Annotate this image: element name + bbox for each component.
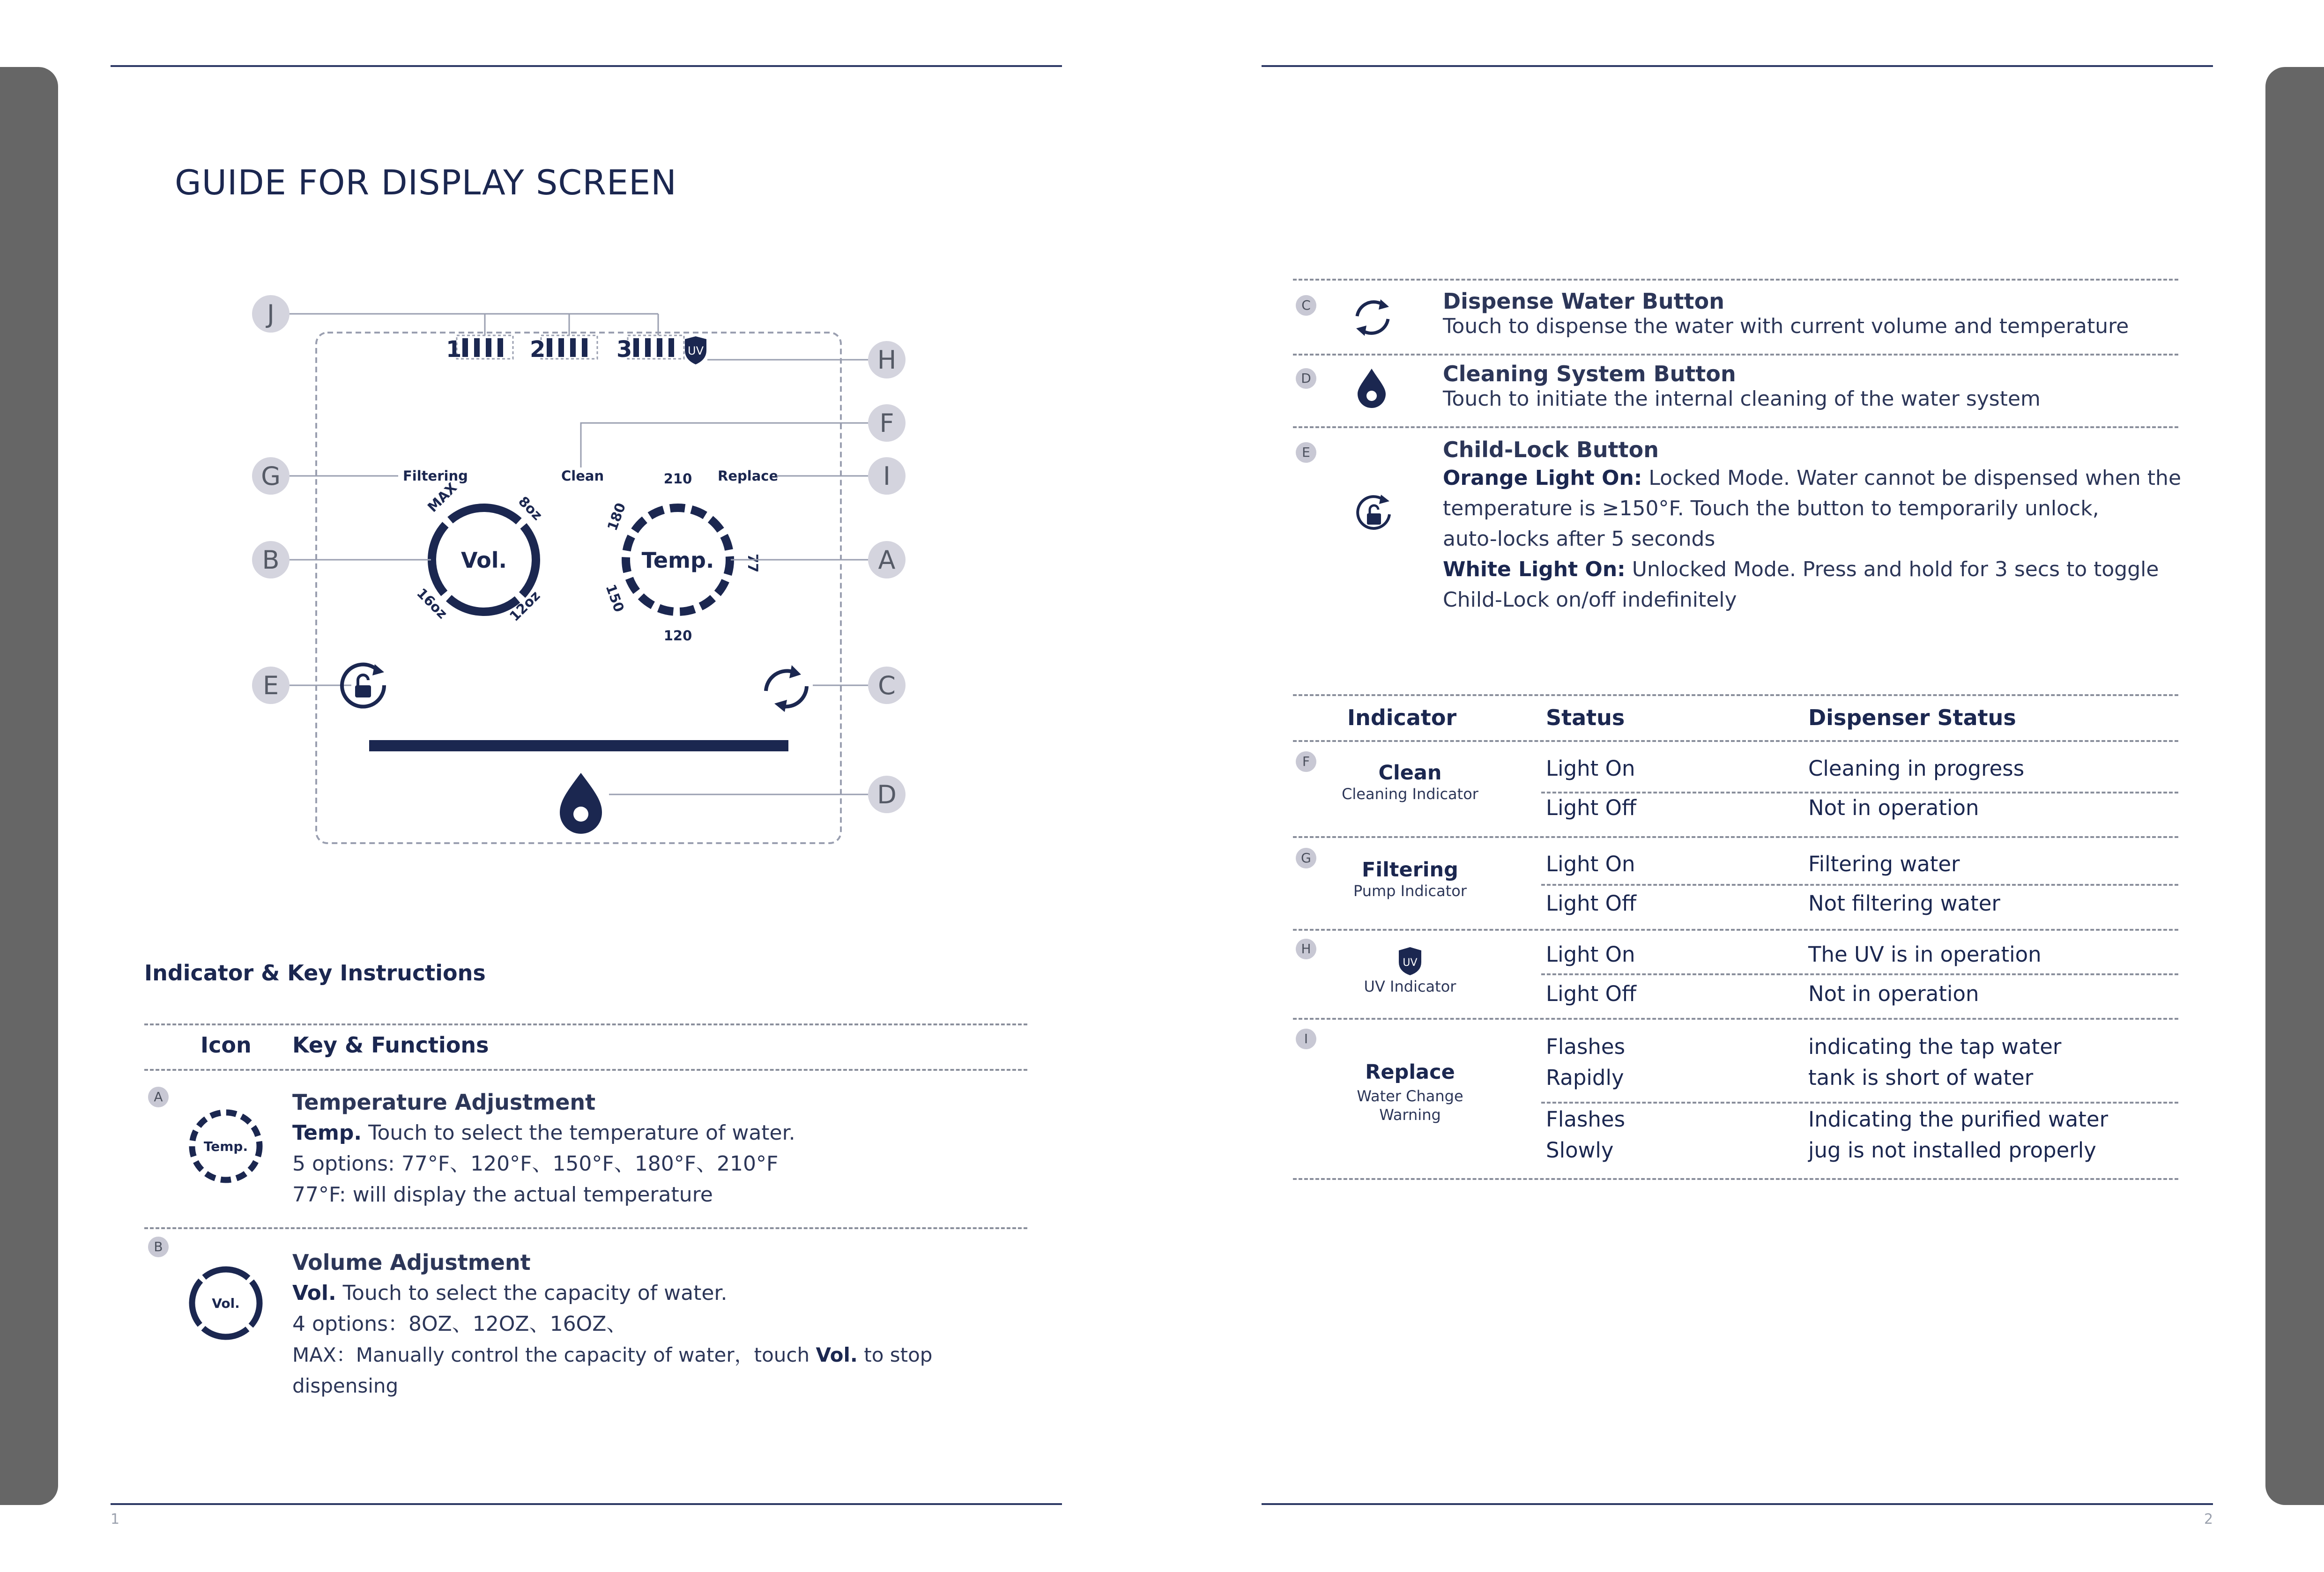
display-panel-outline [316,333,841,843]
status-table-divider [1293,1018,2178,1020]
functions-column-header: Key & Functions [292,1032,489,1058]
status-subrow-divider [1541,973,2178,975]
water-drop-icon [560,773,602,834]
filtering-dispenser-on: Filtering water [1808,852,1960,876]
status-table-divider [1293,1178,2178,1180]
svg-text:16oz: 16oz [414,585,451,622]
buttons-divider [1293,426,2178,428]
replace-dispenser-rapid: indicating the tap water tank is short of water [1808,1034,2062,1090]
display-progress-bar [369,740,788,751]
replace-indicator-label: Replace [718,468,779,484]
temp-dial-icon [185,1105,267,1187]
filtering-status-off: Light Off [1546,891,1637,916]
dispense-refresh-icon [766,665,807,712]
filter-digit-2: 2 [530,336,546,363]
uv-status-on: Light On [1546,942,1635,967]
callout-a-letter: A [878,545,896,575]
status-table-divider [1293,836,2178,838]
status-subrow-divider [1541,884,2178,886]
instructions-heading: Indicator & Key Instructions [144,960,486,986]
row-badge-f: F [1296,751,1316,772]
row-badge-d: D [1296,368,1316,389]
uv-indicator-cell: UV UV Indicator [1330,946,1490,996]
left-page-number: 1 [111,1511,120,1528]
temperature-adjustment-title: Temperature Adjustment [292,1090,596,1115]
dispenser-status-column-header: Dispenser Status [1808,705,2016,730]
row-badge-a: A [148,1087,169,1107]
display-screen-diagram [239,290,942,853]
replace-indicator-cell: Replace Water Change Warning [1357,1060,1463,1124]
left-page-edge-tab [0,67,58,1505]
filter-digit-3: 3 [616,336,632,363]
temperature-dial [602,471,761,644]
volume-adjustment-title: Volume Adjustment [292,1250,531,1275]
row-badge-e: E [1296,442,1316,463]
cleaning-system-description: Cleaning System Button Touch to initiate the internal cleaning of the water system [1443,361,2041,411]
left-bottom-rule [111,1503,1062,1505]
svg-text:120: 120 [663,628,692,644]
clean-dispenser-on: Cleaning in progress [1808,756,2025,781]
filtering-status-on: Light On [1546,852,1635,876]
buttons-divider [1293,354,2178,356]
uv-dispenser-on: The UV is in operation [1808,942,2042,967]
replace-status-slow: Flashes Slowly [1546,1107,1626,1163]
instructions-divider [144,1227,1027,1229]
callout-g-letter: G [261,461,281,491]
right-top-rule [1262,65,2213,67]
svg-text:77: 77 [745,554,761,573]
right-page-edge-tab [2265,67,2324,1505]
row-badge-g: G [1296,848,1316,868]
refresh-icon [1351,297,1394,339]
temperature-adjustment-description: Temperature Adjustment Temp. Touch to select the temperature of water. 5 options: 77°F、120°F、150°F、180°F、210°F 77°F: will display the actual temperature [292,1087,1023,1210]
filtering-indicator-label: Filtering [403,468,468,484]
row-badge-b: B [148,1237,169,1257]
svg-text:210: 210 [663,471,692,487]
callout-e-letter: E [262,671,279,700]
svg-text:UV: UV [1403,957,1418,969]
uv-status-off: Light Off [1546,981,1637,1006]
svg-text:Temp.: Temp. [641,548,714,573]
right-bottom-rule [1262,1503,2213,1505]
svg-text:MAX: MAX [424,479,460,515]
volume-adjustment-description: Volume Adjustment Vol. Touch to select the capacity of water. 4 options：8OZ、12OZ、16OZ、 MAX：Manually control the capacity of water，touch Vol. to stop dispensing [292,1247,1032,1401]
buttons-divider [1293,279,2178,281]
replace-status-rapid: Flashes Rapidly [1546,1034,1626,1090]
callout-j-letter: J [267,299,275,329]
status-table-divider [1293,740,2178,742]
child-lock-description: Child-Lock Button Orange Light On: Locked Mode. Water cannot be dispensed when the temperature is ≥150°F. Touch the button to temporarily unlock, auto-locks after 5 seconds White Light On: Unlocked Mode. Press and hold for 3 secs to toggle Child-Lock on/off indefinitely [1443,437,2182,612]
status-column-header: Status [1546,705,1625,730]
uv-shield-icon [1397,946,1423,976]
filter-digit-1: 1 [446,336,462,363]
row-badge-h: H [1296,939,1316,959]
callout-c-letter: C [878,671,896,700]
page-title: GUIDE FOR DISPLAY SCREEN [175,163,677,203]
icon-column-header: Icon [200,1032,252,1058]
svg-text:Vol.: Vol. [461,548,507,573]
filtering-dispenser-off: Not filtering water [1808,891,2000,916]
svg-text:8oz: 8oz [515,493,546,524]
water-drop-icon [1355,367,1388,409]
instructions-divider [144,1069,1027,1071]
callout-h-letter: H [877,345,897,375]
callout-i-letter: I [883,461,891,491]
vol-dial-icon [185,1262,267,1344]
callout-b-letter: B [262,545,280,575]
child-lock-icon [1353,492,1395,534]
right-page-number: 2 [2204,1511,2213,1528]
uv-shield-icon [685,336,706,364]
status-table-divider [1293,929,2178,931]
svg-text:Vol.: Vol. [212,1296,240,1311]
clean-indicator-cell: Clean Cleaning Indicator [1342,761,1478,803]
replace-dispenser-slow: Indicating the purified water jug is not installed properly [1808,1107,2109,1163]
clean-indicator-label: Clean [561,468,604,484]
volume-dial [411,480,557,633]
row-badge-i: I [1296,1029,1316,1049]
row-badge-c: C [1296,295,1316,316]
dispense-water-description: Dispense Water Button Touch to dispense the water with current volume and temperature [1443,289,2129,338]
instructions-divider [144,1023,1027,1025]
svg-text:180: 180 [604,500,629,533]
clean-status-on: Light On [1546,756,1635,781]
clean-status-off: Light Off [1546,795,1637,820]
filtering-indicator-cell: Filtering Pump Indicator [1353,858,1467,900]
uv-dispenser-off: Not in operation [1808,981,1979,1006]
svg-text:12oz: 12oz [506,587,543,624]
svg-text:150: 150 [602,582,628,615]
callout-f-letter: F [879,408,894,438]
svg-text:Temp.: Temp. [203,1139,248,1154]
callout-d-letter: D [877,780,897,809]
status-table-divider [1293,694,2178,696]
left-top-rule [111,65,1062,67]
svg-text:UV: UV [688,344,704,357]
clean-dispenser-off: Not in operation [1808,795,1979,820]
status-subrow-divider [1541,1102,2178,1104]
filter-level-bars [446,335,684,363]
indicator-column-header: Indicator [1347,705,1457,730]
